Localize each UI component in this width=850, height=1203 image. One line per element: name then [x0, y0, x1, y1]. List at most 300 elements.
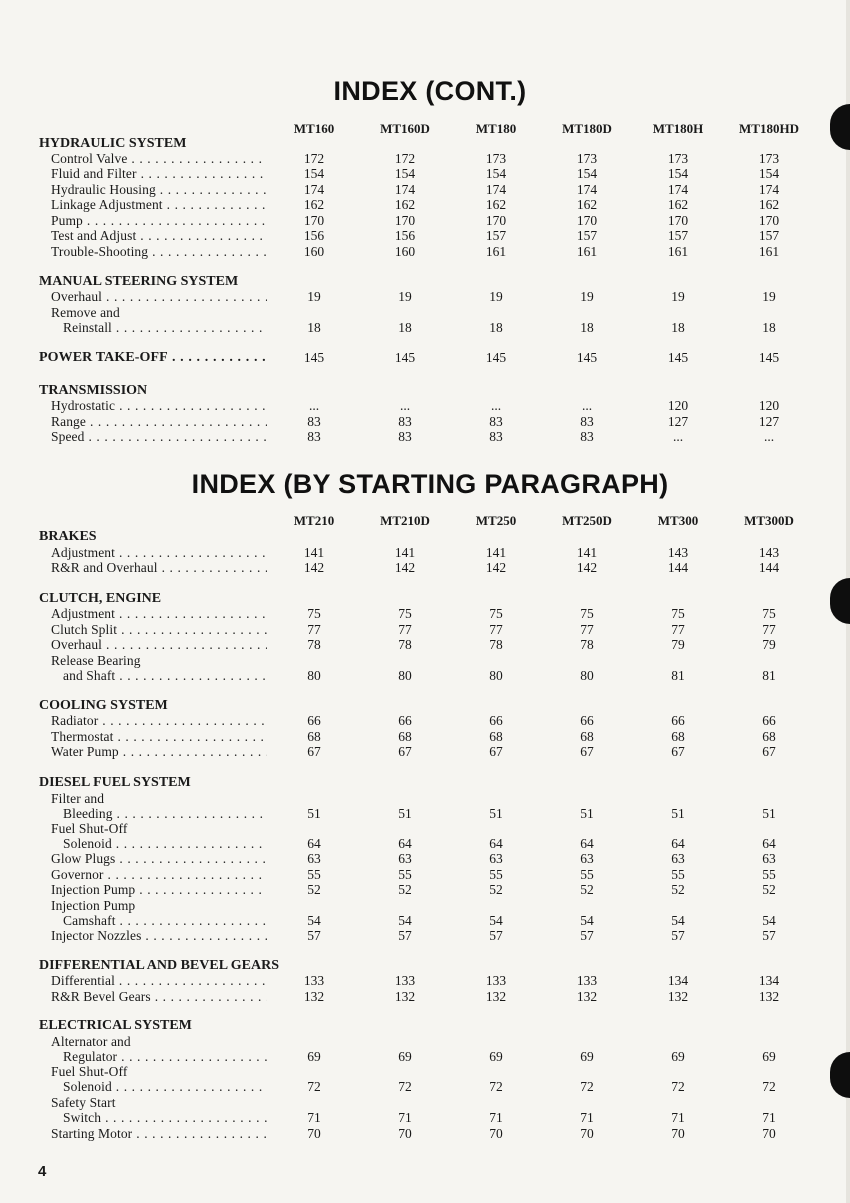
row-value: 174	[758, 182, 780, 197]
index-row	[0, 398, 850, 414]
row-value: 51	[398, 806, 412, 821]
model-header: MT160	[293, 121, 335, 136]
row-value: 52	[671, 882, 685, 897]
row-value: 78	[489, 637, 503, 652]
section-electrical-system: ELECTRICAL SYSTEM	[39, 1018, 192, 1033]
row-value: 57	[398, 928, 412, 943]
row-value: 64	[580, 836, 594, 851]
row-label: Differential . . .	[51, 973, 267, 989]
row-value: 156	[394, 228, 416, 243]
index-row	[0, 882, 850, 898]
index-row	[0, 1049, 850, 1065]
index-row	[0, 1126, 850, 1142]
row-value: 69	[489, 1049, 503, 1064]
index-row-label	[0, 821, 850, 837]
index-row	[0, 429, 850, 445]
row-value: 70	[671, 1126, 685, 1141]
row-value: 157	[485, 228, 507, 243]
row-value: 173	[485, 151, 507, 166]
row-value: 132	[758, 989, 780, 1004]
row-value: 79	[671, 637, 685, 652]
row-value: 141	[485, 545, 507, 560]
model-header: MT180D	[562, 121, 612, 136]
index-cont-title: INDEX (CONT.)	[333, 76, 527, 106]
row-value: 75	[489, 606, 503, 621]
model-header: MT180HD	[739, 121, 799, 136]
row-value: 54	[489, 913, 503, 928]
row-value: 172	[394, 151, 416, 166]
row-value: 145	[394, 350, 416, 365]
row-value: 80	[398, 668, 412, 683]
row-value: 54	[671, 913, 685, 928]
section-hydraulic-system: HYDRAULIC SYSTEM	[39, 136, 187, 151]
row-value: 63	[762, 851, 776, 866]
row-value: 170	[394, 213, 416, 228]
row-label: Safety Start	[51, 1095, 116, 1110]
row-value: 18	[398, 320, 412, 335]
row-value: 162	[576, 197, 598, 212]
index-row-label	[0, 898, 850, 914]
section-diesel-fuel-system: DIESEL FUEL SYSTEM	[39, 775, 191, 790]
row-value: 154	[667, 166, 689, 181]
row-value: 132	[485, 989, 507, 1004]
row-value: 19	[671, 289, 685, 304]
row-value: 120	[667, 398, 689, 413]
row-value: 71	[671, 1110, 685, 1125]
row-label: Fuel Shut-Off	[51, 821, 128, 836]
row-value: 52	[307, 882, 321, 897]
index-row	[0, 166, 850, 182]
row-label: Speed . . .	[51, 429, 267, 445]
index-row	[0, 182, 850, 198]
row-value: 51	[671, 806, 685, 821]
row-value: 52	[580, 882, 594, 897]
row-value: 143	[667, 545, 689, 560]
index-row	[0, 1079, 850, 1095]
row-value: 54	[307, 913, 321, 928]
row-label: Fluid and Filter . . .	[51, 166, 267, 182]
row-value: 71	[762, 1110, 776, 1125]
row-value: 57	[580, 928, 594, 943]
row-value: 66	[580, 713, 594, 728]
row-value: 67	[398, 744, 412, 759]
row-value: 63	[580, 851, 594, 866]
row-value: 78	[398, 637, 412, 652]
row-value: 142	[485, 560, 507, 575]
model-header: MT250D	[562, 513, 612, 528]
row-value: 145	[576, 350, 598, 365]
row-label: Test and Adjust . . .	[51, 228, 267, 244]
row-value: 57	[762, 928, 776, 943]
row-value: 70	[307, 1126, 321, 1141]
model-header: MT160D	[380, 121, 430, 136]
row-value: 70	[762, 1126, 776, 1141]
index-row	[0, 851, 850, 867]
row-value: 63	[398, 851, 412, 866]
row-value: 66	[489, 713, 503, 728]
row-value: 161	[576, 244, 598, 259]
row-value: 77	[762, 622, 776, 637]
row-value: 141	[394, 545, 416, 560]
row-value: 72	[580, 1079, 594, 1094]
row-value: 170	[667, 213, 689, 228]
row-label: Clutch Split . . .	[51, 622, 267, 638]
row-value: 144	[758, 560, 780, 575]
row-value: 145	[667, 350, 689, 365]
row-value: 67	[580, 744, 594, 759]
row-value: 68	[580, 729, 594, 744]
row-value: 19	[398, 289, 412, 304]
row-value: 173	[667, 151, 689, 166]
row-value: 77	[489, 622, 503, 637]
row-value: 154	[303, 166, 325, 181]
row-label: Thermostat . . .	[51, 729, 267, 745]
row-value: 162	[303, 197, 325, 212]
row-value: 170	[485, 213, 507, 228]
row-label: Control Valve . . .	[51, 151, 267, 167]
index-row	[0, 244, 850, 260]
row-value: ...	[399, 398, 411, 413]
row-value: 142	[303, 560, 325, 575]
row-label: Adjustment . . .	[51, 606, 267, 622]
row-value: 80	[489, 668, 503, 683]
row-value: 71	[307, 1110, 321, 1125]
row-value: 134	[758, 973, 780, 988]
section-clutch-engine: CLUTCH, ENGINE	[39, 591, 162, 606]
row-value: 154	[394, 166, 416, 181]
row-value: 67	[307, 744, 321, 759]
row-value: 19	[580, 289, 594, 304]
row-label: Governor . . .	[51, 867, 267, 883]
row-value: 83	[580, 429, 594, 444]
index-row	[0, 414, 850, 430]
row-value: 51	[580, 806, 594, 821]
row-value: 174	[394, 182, 416, 197]
row-value: 18	[671, 320, 685, 335]
index-row-label	[0, 653, 850, 669]
index-row	[0, 320, 850, 336]
row-value: 83	[398, 414, 412, 429]
row-value: 173	[758, 151, 780, 166]
row-label: Release Bearing	[51, 653, 141, 668]
row-value: 75	[398, 606, 412, 621]
row-label: Solenoid . . .	[63, 1079, 267, 1095]
row-value: 70	[398, 1126, 412, 1141]
model-header: MT300D	[744, 513, 794, 528]
row-label: Overhaul . . .	[51, 637, 267, 653]
row-value: 51	[489, 806, 503, 821]
row-value: 161	[758, 244, 780, 259]
row-value: 72	[398, 1079, 412, 1094]
row-label: Trouble-Shooting . . .	[51, 244, 267, 260]
index-row	[0, 913, 850, 929]
row-value: 81	[671, 668, 685, 683]
index-row-label	[0, 305, 850, 321]
row-label: Overhaul . . .	[51, 289, 267, 305]
row-value: 63	[671, 851, 685, 866]
row-label: Radiator . . .	[51, 713, 267, 729]
row-value: 75	[580, 606, 594, 621]
row-value: 51	[307, 806, 321, 821]
row-value: 157	[667, 228, 689, 243]
row-value: 141	[303, 545, 325, 560]
row-value: 83	[307, 414, 321, 429]
row-value: 162	[485, 197, 507, 212]
row-label: Starting Motor . . .	[51, 1126, 267, 1142]
row-value: 68	[762, 729, 776, 744]
index-row	[0, 973, 850, 989]
row-label: Hydrostatic . . .	[51, 398, 267, 414]
row-label: Fuel Shut-Off	[51, 1064, 128, 1079]
row-value: 70	[489, 1126, 503, 1141]
row-value: 52	[762, 882, 776, 897]
row-value: 145	[485, 350, 507, 365]
index-row	[0, 213, 850, 229]
row-value: 161	[485, 244, 507, 259]
row-value: 132	[576, 989, 598, 1004]
row-value: 18	[580, 320, 594, 335]
row-value: 161	[667, 244, 689, 259]
row-value: 64	[671, 836, 685, 851]
row-value: 70	[580, 1126, 594, 1141]
row-value: 145	[758, 350, 780, 365]
row-value: ...	[672, 429, 684, 444]
row-value: 142	[576, 560, 598, 575]
row-value: 18	[762, 320, 776, 335]
row-value: 174	[576, 182, 598, 197]
row-value: 54	[762, 913, 776, 928]
row-value: 18	[307, 320, 321, 335]
row-value: 174	[303, 182, 325, 197]
row-value: 83	[307, 429, 321, 444]
row-value: 83	[580, 414, 594, 429]
index-row	[0, 713, 850, 729]
row-value: 134	[667, 973, 689, 988]
model-header: MT300	[657, 513, 699, 528]
row-value: 51	[762, 806, 776, 821]
index-row	[0, 606, 850, 622]
row-value: 67	[671, 744, 685, 759]
row-value: ...	[581, 398, 593, 413]
row-value: 127	[667, 414, 689, 429]
row-value: 75	[307, 606, 321, 621]
index-row-label	[0, 1064, 850, 1080]
row-value: 69	[307, 1049, 321, 1064]
row-value: 162	[394, 197, 416, 212]
row-value: 64	[489, 836, 503, 851]
index-row	[0, 289, 850, 305]
row-label: POWER TAKE-OFF . . .	[39, 350, 267, 366]
row-label: R&R and Overhaul . . .	[51, 560, 267, 576]
row-value: 81	[762, 668, 776, 683]
index-row	[0, 637, 850, 653]
row-value: 157	[758, 228, 780, 243]
index-row	[0, 729, 850, 745]
row-value: 69	[762, 1049, 776, 1064]
row-value: ...	[763, 429, 775, 444]
row-value: 68	[489, 729, 503, 744]
row-label: Pump . . .	[51, 213, 267, 229]
row-value: 67	[489, 744, 503, 759]
index-row	[0, 545, 850, 561]
row-value: 77	[671, 622, 685, 637]
row-label: Solenoid . . .	[63, 836, 267, 852]
index-row	[0, 928, 850, 944]
row-value: 63	[307, 851, 321, 866]
row-value: 55	[762, 867, 776, 882]
row-value: 120	[758, 398, 780, 413]
row-value: 57	[489, 928, 503, 943]
row-value: 133	[394, 973, 416, 988]
section-transmission: TRANSMISSION	[39, 383, 148, 398]
row-value: 132	[303, 989, 325, 1004]
row-label: Injection Pump . . .	[51, 882, 267, 898]
row-value: 72	[307, 1079, 321, 1094]
row-value: 55	[307, 867, 321, 882]
row-label: Alternator and	[51, 1034, 131, 1049]
index-row	[0, 744, 850, 760]
row-value: 64	[307, 836, 321, 851]
row-value: 64	[398, 836, 412, 851]
row-label: and Shaft . . .	[63, 668, 267, 684]
row-label: Water Pump . . .	[51, 744, 267, 760]
row-value: 66	[671, 713, 685, 728]
row-value: 71	[580, 1110, 594, 1125]
row-value: 71	[489, 1110, 503, 1125]
row-label: Camshaft . . .	[63, 913, 267, 929]
row-value: 67	[762, 744, 776, 759]
row-value: 154	[576, 166, 598, 181]
section-brakes: BRAKES	[39, 529, 97, 544]
row-value: 69	[398, 1049, 412, 1064]
row-value: 127	[758, 414, 780, 429]
row-value: 160	[394, 244, 416, 259]
row-value: ...	[490, 398, 502, 413]
row-label: Range . . .	[51, 414, 267, 430]
row-value: 160	[303, 244, 325, 259]
row-value: 72	[489, 1079, 503, 1094]
row-value: 141	[576, 545, 598, 560]
row-value: 57	[671, 928, 685, 943]
row-label: Reinstall . . .	[63, 320, 267, 336]
row-label: Injector Nozzles . . .	[51, 928, 267, 944]
row-value: 162	[667, 197, 689, 212]
row-value: 133	[303, 973, 325, 988]
row-value: 133	[576, 973, 598, 988]
row-value: 132	[394, 989, 416, 1004]
index-para-title: INDEX (BY STARTING PARAGRAPH)	[191, 469, 669, 499]
row-value: 170	[303, 213, 325, 228]
row-label: Bleeding . . .	[63, 806, 267, 822]
row-value: 144	[667, 560, 689, 575]
row-value: 68	[307, 729, 321, 744]
row-label: Regulator . . .	[63, 1049, 267, 1065]
row-label: Filter and	[51, 791, 105, 806]
row-value: 68	[398, 729, 412, 744]
row-value: 52	[398, 882, 412, 897]
row-value: 142	[394, 560, 416, 575]
index-row	[0, 836, 850, 852]
row-value: 71	[398, 1110, 412, 1125]
row-label: Linkage Adjustment . . .	[51, 197, 267, 213]
row-value: 78	[307, 637, 321, 652]
row-label: Switch . . .	[63, 1110, 267, 1126]
row-value: 66	[398, 713, 412, 728]
index-row-label	[0, 1034, 850, 1050]
row-value: 79	[762, 637, 776, 652]
row-value: 72	[671, 1079, 685, 1094]
row-value: 72	[762, 1079, 776, 1094]
row-value: 19	[307, 289, 321, 304]
index-row-label	[0, 1095, 850, 1111]
row-value: 68	[671, 729, 685, 744]
row-label: Glow Plugs . . .	[51, 851, 267, 867]
row-value: 157	[576, 228, 598, 243]
row-value: 19	[762, 289, 776, 304]
model-header: MT250	[475, 513, 517, 528]
row-value: 80	[580, 668, 594, 683]
row-value: 154	[758, 166, 780, 181]
row-value: 80	[307, 668, 321, 683]
row-value: 52	[489, 882, 503, 897]
row-value: 133	[485, 973, 507, 988]
row-label: Injection Pump	[51, 898, 136, 913]
row-value: 172	[303, 151, 325, 166]
index-row	[0, 560, 850, 576]
row-value: 170	[576, 213, 598, 228]
row-value: 77	[580, 622, 594, 637]
row-value: ...	[308, 398, 320, 413]
row-label: R&R Bevel Gears . . .	[51, 989, 267, 1005]
row-value: 156	[303, 228, 325, 243]
row-value: 54	[398, 913, 412, 928]
index-row	[0, 228, 850, 244]
row-value: 78	[580, 637, 594, 652]
row-value: 66	[307, 713, 321, 728]
row-value: 64	[762, 836, 776, 851]
model-header: MT180	[475, 121, 517, 136]
row-value: 173	[576, 151, 598, 166]
row-value: 18	[489, 320, 503, 335]
row-value: 77	[398, 622, 412, 637]
row-value: 75	[762, 606, 776, 621]
page-number: 4	[38, 1163, 47, 1180]
row-value: 63	[489, 851, 503, 866]
row-value: 69	[671, 1049, 685, 1064]
row-value: 69	[580, 1049, 594, 1064]
model-header: MT180H	[652, 121, 704, 136]
index-row	[0, 151, 850, 167]
row-label: Adjustment . . .	[51, 545, 267, 561]
row-value: 83	[489, 429, 503, 444]
row-value: 145	[303, 350, 325, 365]
row-value: 19	[489, 289, 503, 304]
index-row	[0, 867, 850, 883]
thumb-index-tab	[830, 104, 850, 150]
index-row-label	[0, 791, 850, 807]
row-value: 77	[307, 622, 321, 637]
row-value: 66	[762, 713, 776, 728]
row-value: 174	[485, 182, 507, 197]
model-header-row	[0, 513, 850, 533]
row-label: Hydraulic Housing . . .	[51, 182, 267, 198]
row-value: 57	[307, 928, 321, 943]
index-row	[0, 197, 850, 213]
row-value: 55	[489, 867, 503, 882]
row-value: 154	[485, 166, 507, 181]
model-header: MT210D	[380, 513, 430, 528]
row-label: Remove and	[51, 305, 120, 320]
